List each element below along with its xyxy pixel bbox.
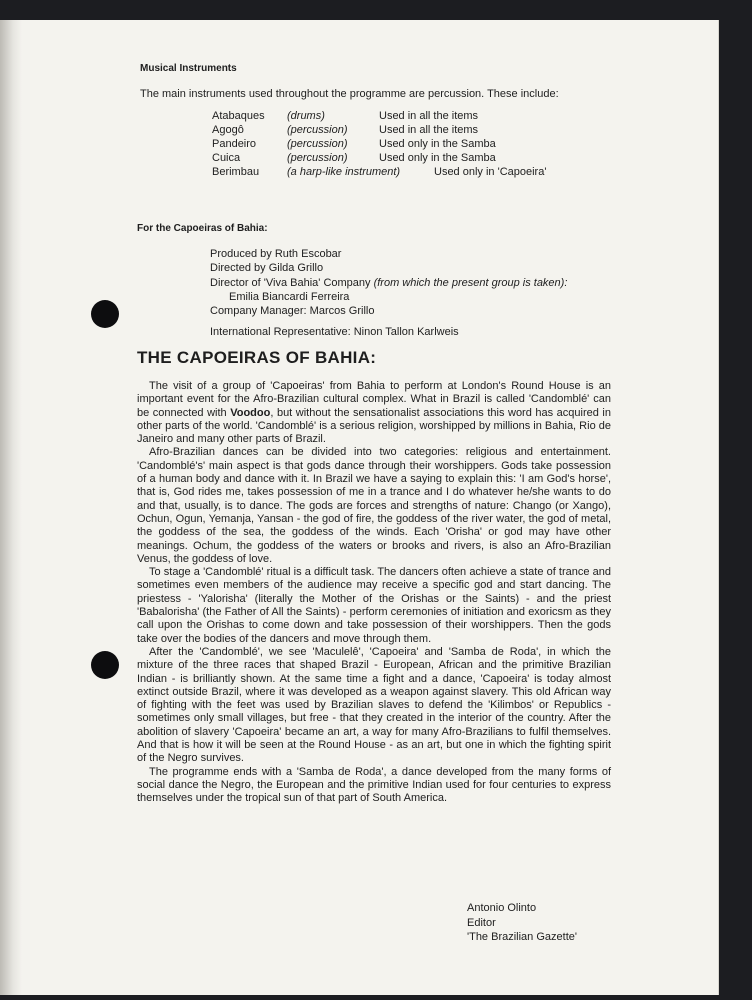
- article-heading: THE CAPOEIRAS OF BAHIA:: [137, 348, 377, 367]
- credit-representative: International Representative: Ninon Tallon Karlweis: [210, 326, 459, 338]
- credits-title: For the Capoeiras of Bahia:: [137, 223, 268, 234]
- signature-publication: 'The Brazilian Gazette': [467, 931, 577, 943]
- instruments-intro: The main instruments used throughout the programme are percussion. These include:: [140, 88, 559, 100]
- signature-role: Editor: [467, 916, 496, 929]
- article-body: [137, 380, 611, 806]
- credit-director-name: Emilia Biancardi Ferreira: [229, 291, 350, 303]
- credit-company-director: Director of 'Viva Bahia' Company (from which the present group is taken):: [210, 277, 568, 289]
- article-paragraph: To stage a 'Candomblé' ritual is a difficult task. The dancers often achieve a state of trance and sometimes even members of the audience may receive a specific god and start dancing. The priestess - 'Yalorisha' (literally the Mother of the Orishas or the Saints) - and the priest 'Babalorisha' (the Father of All the Saints) - perform ceremonies of initiation and exoricsm as they call upon the Orishas to come down and take possession of their worshippers. Then the gods take over the bodies of the dancers and move through them.: [137, 566, 611, 645]
- punch-hole-bottom: [91, 651, 119, 679]
- signature-name: Antonio Olinto: [467, 902, 537, 914]
- article-paragraph: After the 'Candomblé', we see 'Maculelê', 'Capoeira' and 'Samba de Roda', in which the mixture of the three races that shaped Brazil - European, African and the primitive Brazilian Indian - is brilliantly shown. At the same time a fight and a dance, 'Capoeira' is today almost extinct outside Brazil, where it was developed as a weapon against slavery. This old African way of fighting with the feet was used by Brazilian slaves to defend the 'Kilimbos' or Republics - sometimes only small villages, but free - that they created in the interior of the country. After the abolition of slavery 'Capoeira' became an art, a way for many Afro-Brazilians to fulfil themselves. And that is how it will be seen at the Round House - as an art, but one in which the fighting spirit of the Negro survives.: [137, 645, 611, 765]
- binding-shadow: [0, 20, 22, 995]
- article-paragraph: The programme ends with a 'Samba de Roda', a dance developed from the many forms of social dance the Negro, the European and the primitive Indian used for four centuries to express themselves under the tropical sun of that part of South America.: [137, 765, 611, 805]
- signature-block: [467, 901, 577, 945]
- instruments-title: Musical Instruments: [140, 63, 237, 74]
- article-paragraph: The visit of a group of 'Capoeiras' from Bahia to perform at London's Round House is an important event for the Afro-Brazilian cultural complex. What in Brazil is called 'Candomblé' can be connected with Voodoo, but without the sensationalist associations this word has acquired in other parts of the world. 'Candomblé' is a serious religion, worshipped by millions in Bahia, Rio de Janeiro and many other parts of Brazil.: [137, 380, 611, 446]
- program-page: Musical Instruments The main instruments used throughout the programme are percussion. These include: Atabaques (drums) Used in all the items Agogô (percussion) Used in all the items Pandeiro (percussion) Used only in the Samba Cuica (percussion) Used only in the Samba Berimbau (a harp-like instrument) Used only in 'Capoeira' For the Capoeiras of Bahia: Produced by Ruth Escobar Directed by Gilda Grillo Director of 'Viva Bahia' Company (from which the present group is taken): Emilia Biancardi Ferreira Company Manager: Marcos Grillo International Representative: Ninon Tallon Karlweis THE CAPOEIRAS OF BAHIA: The visit of a group of 'Capoeiras' from Bahia to perform at London's Round House is an important event for the Afro-Brazilian cultural complex. What in Brazil is called 'Candomblé' can be connected with Voodoo, but without the sensationalist associations this word has acquired in other parts of the world. 'Candomblé' is a serious religion, worshipped by millions in Bahia, Rio de Janeiro and many other parts of Brazil. Afro-Brazilian dances can be divided into two categories: religious and entertainment. 'Candomblé's' main aspect is that gods dance through their worshippers. Gods take possession of a human body and dance with it. In Brazil we have a saying to explain this: 'I am God's horse', that is, God rides me, takes possession of me in a trance and I do whatever he/she wants to do and that, usually, is to dance. The gods are forces and strengths of nature: Chango (or Xango), Ochun, Ogun, Yemanja, Yansan - the god of fire, the goddess of the river water, the god of metal, the goddess of the sea, the goddess of the winds. Each 'Orisha' or god may have other meanings. Ochum, the goddess of the waters or brooks and rivers, is also an Afro-Brazilian Venus, the goddess of love. To stage a 'Candomblé' ritual is a difficult task. The dancers often achieve a state of trance and sometimes even members of the audience may receive a specific god and start dancing. The priestess - 'Yalorisha' (literally the Mother of the Orishas or the Saints) - and the priest 'Babalorisha' (the Father of All the Saints) - perform ceremonies of initiation and exoricsm as they call upon the Orishas to come down and take possession of their worshippers. Then the gods take over the bodies of the dancers and move through them. After the 'Candomblé', we see 'Maculelê', 'Capoeira' and 'Samba de Roda', in which the mixture of the three races that shaped Brazil - European, African and the primitive Brazilian Indian - is brilliantly shown. At the same time a fight and a dance, 'Capoeira' is today almost extinct outside Brazil, where it was developed as a weapon against slavery. This old African way of fighting with the feet was used by Brazilian slaves to defend the 'Kilimbos' or Republics - sometimes only small villages, but free - that they created in the interior of the country. After the abolition of slavery 'Capoeira' became an art, a way for many Afro-Brazilians to fulfil themselves. And that is how it will be seen at the Round House - as an art, but one in which the fighting spirit of the Negro survives. The programme ends with a 'Samba de Roda', a dance developed from the many forms of social dance the Negro, the European and the primitive Indian used for four centuries to express themselves under the tropical sun of that part of South America. Antonio Olinto Editor 'The Brazilian Gazette': [0, 20, 719, 995]
- credit-directed: Directed by Gilda Grillo: [210, 262, 324, 274]
- credit-produced: Produced by Ruth Escobar: [210, 248, 342, 260]
- punch-hole-top: [91, 300, 119, 328]
- article-paragraph: Afro-Brazilian dances can be divided into two categories: religious and entertainment. 'Candomblé's' main aspect is that gods dance through their worshippers. Gods take possession of a human body and dance with it. In Brazil we have a saying to explain this: 'I am God's horse', that is, God rides me, takes possession of me in a trance and I do whatever he/she wants to do and that, usually, is to dance. The gods are forces and strengths of nature: Chango (or Xango), Ochun, Ogun, Yemanja, Yansan - the god of fire, the goddess of the river water, the god of metal, the goddess of the sea, the goddess of the winds. Each 'Orisha' or god may have other meanings. Ochum, the goddess of the waters or brooks and rivers, is also an Afro-Brazilian Venus, the goddess of love.: [137, 446, 611, 565]
- credit-manager: Company Manager: Marcos Grillo: [210, 305, 375, 317]
